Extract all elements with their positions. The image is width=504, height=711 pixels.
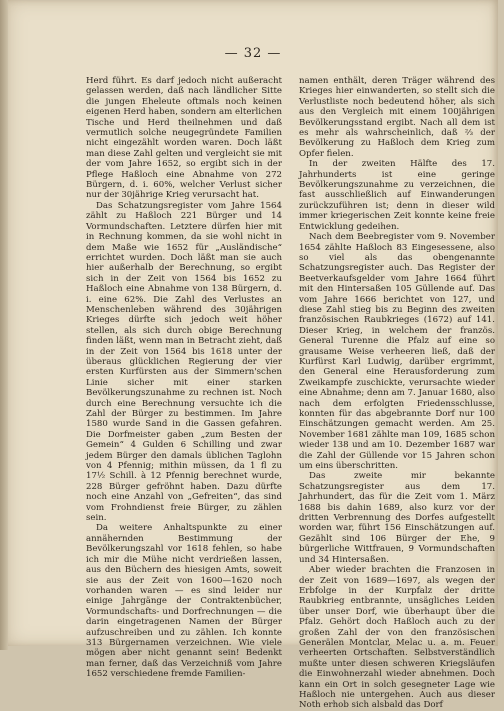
book-spine-edge [0, 0, 8, 650]
right-paragraph-1: namen enthält, deren Träger während des Krieges hier einwanderten, so stellt sich die Verlustliste noch bedeutend höher, als sich aus den Vergleich mit einem 100jährigen Bevölkerungsstand ergibt. Nach all dem ist es mehr als wahrscheinlich, daß ⅔ der Bevölkerung zu Haßloch dem Krieg zum Opfer fielen. [299, 76, 495, 159]
book-page [8, 0, 498, 711]
right-paragraph-3: Nach dem Beebregister vom 9. November 1654 zählte Haßloch 83 Eingesessene, also so viel als das obengenannte Schatzungsregister auch. Das Register der Beetverkaufsgelder vom Jahre 1664 führt mit den Hintersaßen 105 Güllende auf. Das vom Jahre 1666 berichtet von 127, und diese Zahl stieg bis zu Beginn des zweiten französischen Raubkrieges (1672) auf 141. Dieser Krieg, in welchem der französ. General Turenne die Pfalz auf eine so grausame Weise verheeren ließ, daß der Kurfürst Karl Ludwig, darüber ergrimmt, den General eine Herausforderung zum Zweikampfe zuschickte, verursachte wieder eine Abnahme; denn am 7. Januar 1680, also nach dem erfolgten Friedensschlusse, konnten für das abgebrannte Dorf nur 100 Einschätzungen gemacht werden. Am 25. November 1681 zählte man 109, 1685 schon wieder 138 und am 10. Dezember 1687 war die Zahl der Güllende vor 15 Jahren schon um eins überschritten. [299, 232, 495, 472]
left-paragraph-3: Da weitere Anhaltspunkte zu einer annähernden Bestimmung der Bevölkerungszahl vor 1618 fehlen, so habe ich mir die Mühe nicht verdrießen lassen, aus den Büchern des hiesigen Amts, soweit sie aus der Zeit von 1600—1620 noch vorhanden waren — es sind leider nur einige Jahrgänge der Contraktenbücher, Vormundschafts- und Dorfrechnungen — die darin eingetragenen Namen der Bürger aufzuschreiben und zu zählen. Ich konnte 313 Bürgernamen verzeichnen. Wie viele mögen aber nicht genannt sein! Bedenkt man ferner, daß das Verzeichniß vom Jahre 1652 verschiedene fremde Familien- [86, 523, 282, 680]
left-paragraph-2: Das Schatzungsregister vom Jahre 1564 zählt zu Haßloch 221 Bürger und 14 Vormundschaften. Letztere dürfen hier mit in Rechnung kommen, da sie wohl nicht in dem Maße wie 1652 für „Ausländische“ errichtet wurden. Doch läßt man sie auch hier außerhalb der Berechnung, so ergibt sich in der Zeit von 1564 bis 1652 zu Haßloch eine Abnahme von 138 Bürgern, d. i. eine 62%. Die Zahl des Verlustes an Menschenleben während des 30jährigen Krieges dürfte sich jedoch weit höher stellen, als sich durch obige Berechnung finden läßt, wenn man in Betracht zieht, daß in der Zeit von 1564 bis 1618 unter der überaus glücklichen Regierung der vier ersten Kurfürsten aus der Simmern'schen Linie sicher mit einer starken Bevölkerungszunahme zu rechnen ist. Noch durch eine Berechnung versuchte ich die Zahl der Bürger zu bestimmen. Im Jahre 1580 wurde Sand in die Gassen gefahren. Die Dorfmeister gaben „zum Besten der Gemein“ 4 Gulden 6 Schilling und zwar jedem Bürger den damals üblichen Taglohn von 4 Pfennig; mithin müssen, da 1 fl zu 17½ Schill. à 12 Pfennig berechnet wurde, 228 Bürger gefröhnt haben. Dazu dürfte noch eine Anzahl von „Gefreiten“, das sind vom Frohndienst freie Bürger, zu zählen sein. [86, 200, 282, 524]
left-paragraph-1: Herd führt. Es darf jedoch nicht außeracht gelassen werden, daß nach ländlicher Sitte die jungen Eheleute oftmals noch keinen eigenen Herd haben, sondern am elterlichen Tische und Herd theilnehmen und daß vermutlich solche neugegründete Familien nicht eingezählt worden waren. Doch läßt man diese Zahl gelten und vergleicht sie mit der vom Jahre 1652, so ergibt sich in der Pflege Haßloch eine Abnahme von 272 Bürgern, d. i. 60%, welcher Verlust sicher nur der 30jährige Krieg verursacht hat. [86, 76, 282, 201]
right-paragraph-4: Das zweite mir bekannte Schatzungsregister aus dem 17. Jahrhundert, das für die Zeit vom 1. März 1688 bis dahin 1689, also kurz vor der dritten Verbrennung des Dorfes aufgestellt worden war, führt 156 Einschätzungen auf. Gezählt sind 106 Bürger der Ehe, 9 bürgerliche Wittfrauen, 9 Vormundschaften und 34 Hintersaßen. [299, 471, 495, 565]
right-paragraph-2: In der zweiten Hälfte des 17. Jahrhunderts ist eine geringe Bevölkerungszunahme zu verzeichnen, die fast ausschließlich auf Einwanderungen zurückzuführen ist; denn in dieser wild immer kriegerischen Zeit konnte keine freie Entwicklung gedeihen. [299, 159, 495, 232]
left-text-column [86, 76, 282, 680]
right-paragraph-5: Aber wieder brachten die Franzosen in der Zeit von 1689—1697, als wegen der Erbfolge in der Kurpfalz der dritte Raubkrieg entbrannte, unsägliches Leiden über unser Dorf, wie überhaupt über die Pfalz. Gehört doch Haßloch auch zu der großen Zahl der von den französischen Generälen Montclar, Melac u. a. m. Feuer verheerten Ortschaften. Selbstverständlich mußte unter diesen schweren Kriegsläufen die Einwohnerzahl wieder abnehmen. Doch kann ein Ort in solch gesegneter Lage wie Haßloch nie untergehen. Auch aus dieser Noth erhob sich alsbald das Dorf [299, 565, 495, 711]
page-number: — 32 — [224, 46, 282, 61]
right-text-column [299, 76, 495, 711]
